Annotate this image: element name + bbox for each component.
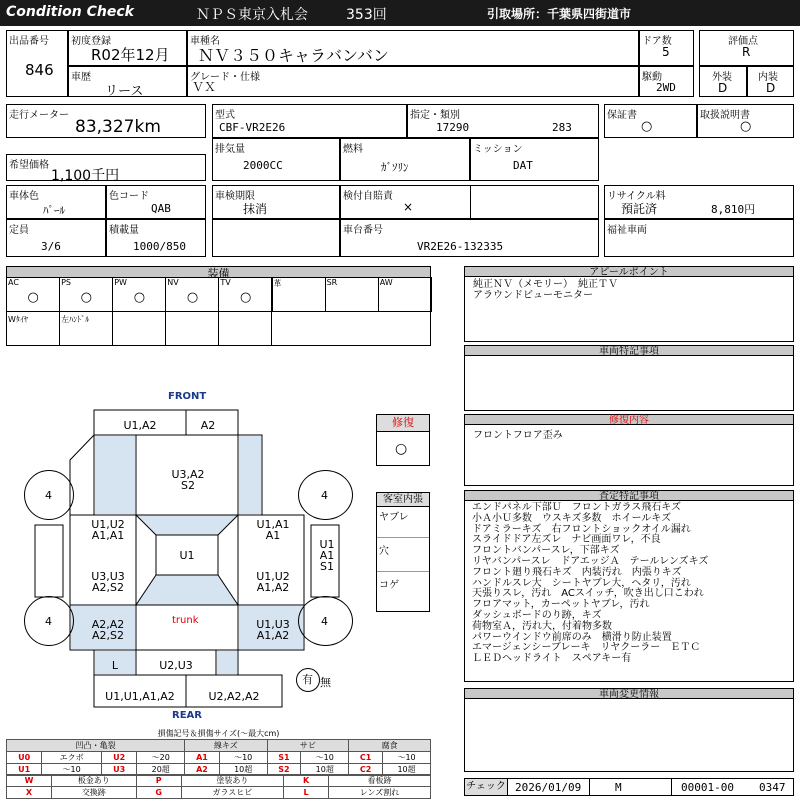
inspect-line: 天張りスレ，汚れ ACスイッチ，吹き出し口こわれ bbox=[472, 588, 704, 600]
exterior-cell: 外装 D bbox=[699, 66, 747, 97]
inspect-line: フロントバンパースレ，下部キズ bbox=[472, 545, 620, 557]
damage-mark: U1,A2 bbox=[123, 418, 157, 432]
cabin-box: 客室内張 ヤブレ 穴 コゲ bbox=[376, 492, 430, 612]
damage-mark: U1,U3 bbox=[256, 618, 290, 631]
inspect-line: 小Ａ小Ｕ多数 ウスキズ多数 ホイールキズ bbox=[472, 512, 672, 524]
legend-cell: 線キズ bbox=[185, 740, 267, 752]
legend-desc: 板金あり bbox=[52, 775, 137, 787]
legend-desc: 看板跡 bbox=[329, 775, 431, 787]
equip-key: TV bbox=[220, 278, 231, 287]
legend-code: W bbox=[7, 775, 52, 787]
damage-mark: U3,A2 bbox=[171, 468, 205, 481]
lot-cell: 出品番号 846 bbox=[6, 30, 68, 97]
legend-cell: 10超 bbox=[383, 764, 431, 776]
damage-mark: A2,S2 bbox=[91, 629, 124, 642]
legend-cell: U3 bbox=[102, 764, 137, 776]
damage-mark: A1 bbox=[265, 529, 281, 542]
name-cell: 車種名 ＮＶ３５０キャラバンバン bbox=[187, 30, 639, 66]
tire-front-left: 4 bbox=[24, 470, 74, 520]
equip-cell bbox=[165, 311, 219, 346]
legend-cell: 〜20 bbox=[137, 752, 185, 764]
damage-mark: A1,A2 bbox=[256, 581, 290, 594]
odometer-cell: 走行メーター 83,327km bbox=[6, 104, 206, 138]
damage-mark: U1,A1 bbox=[256, 518, 290, 531]
equip-key: Wﾀｲﾔ bbox=[8, 315, 28, 324]
legend-code: X bbox=[7, 787, 52, 799]
reg-cell: 初度登録 R02年12月 bbox=[68, 30, 187, 66]
tire-front-right: 4 bbox=[298, 470, 353, 520]
legend-cell: U1 bbox=[7, 764, 42, 776]
capacity-cell: 定員 3/6 bbox=[6, 219, 106, 257]
legend-cell: 〜10 bbox=[301, 752, 349, 764]
change-title: 車両変更情報 bbox=[464, 688, 794, 699]
legend-table-2 bbox=[6, 774, 431, 799]
equip-cell bbox=[378, 277, 432, 312]
repair-detail-title: 修復内容 bbox=[464, 414, 794, 425]
damage-mark: A1 bbox=[319, 548, 335, 562]
legend-desc: レンズ割れ bbox=[329, 787, 431, 799]
change-box bbox=[464, 698, 794, 772]
legend-code: P bbox=[136, 775, 181, 787]
header-bar bbox=[0, 0, 800, 26]
legend-cell: 腐食 bbox=[349, 740, 431, 752]
legend-cell: S2 bbox=[267, 764, 301, 776]
inspect-line: フロアマット，カーペットヤブレ，汚れ bbox=[472, 599, 650, 611]
damage-mark: L bbox=[111, 658, 119, 672]
damage-mark: A1,A2 bbox=[256, 629, 290, 642]
legend-cell: 10超 bbox=[301, 764, 349, 776]
equip-key: 左ﾊﾝﾄﾞﾙ bbox=[61, 315, 90, 324]
legend-code: G bbox=[136, 787, 181, 799]
tire-rear-right: 4 bbox=[298, 596, 353, 646]
damage-mark: U1,U1,A1,A2 bbox=[105, 689, 175, 703]
score-cell: 評価点 R bbox=[699, 30, 794, 66]
doors-cell: ドア数 5 bbox=[639, 30, 694, 66]
equip-cell bbox=[112, 311, 166, 346]
equip-key: PS bbox=[61, 278, 71, 287]
header-session: 353回 bbox=[346, 7, 387, 23]
equip-cell bbox=[325, 277, 379, 312]
odometer-value: 83,327km bbox=[75, 117, 161, 137]
equip-key: AW bbox=[379, 278, 393, 287]
legend-desc: ガラスヒビ bbox=[181, 787, 283, 799]
equip-key: SR bbox=[326, 278, 338, 287]
legend-cell: 〜10 bbox=[219, 752, 267, 764]
inspect-line: パワーウインドウ前席のみ 横滑り防止装置 bbox=[472, 631, 672, 643]
model-cell: 型式 CBF-VR2E26 bbox=[212, 104, 407, 138]
repair-title: 修復 bbox=[377, 415, 429, 432]
legend-cell: 〜10 bbox=[383, 752, 431, 764]
front-label: FRONT bbox=[168, 391, 207, 402]
header-title: Condition Check bbox=[6, 4, 134, 20]
class-cell: 指定・類別 17290 283 bbox=[407, 104, 599, 138]
legend-cell: 10超 bbox=[219, 764, 267, 776]
equip-key: AC bbox=[8, 278, 19, 287]
header-auction: ＮＰＳ東京入札会 bbox=[196, 7, 308, 23]
equip-key: NV bbox=[167, 278, 179, 287]
vehicle-name: ＮＶ３５０キャラバンバン bbox=[198, 46, 389, 65]
repair-box bbox=[376, 414, 430, 466]
first-registration: R02年12月 bbox=[91, 46, 170, 64]
chassis-cell: 車台番号 VR2E26-132335 bbox=[340, 219, 599, 257]
legend-cell: U2 bbox=[102, 752, 137, 764]
drive-cell: 駆動 2WD bbox=[639, 66, 694, 97]
repair-detail-box: フロントフロア歪み bbox=[464, 424, 794, 486]
damage-mark: U2,A2,A2 bbox=[208, 689, 260, 703]
legend-cell: サビ bbox=[267, 740, 349, 752]
equip-cell bbox=[165, 277, 219, 312]
equip-value: ○ bbox=[239, 290, 252, 305]
legend-desc: 交換跡 bbox=[52, 787, 137, 799]
legend-code: L bbox=[284, 787, 329, 799]
equip-value: ○ bbox=[133, 290, 146, 305]
damage-mark: S2 bbox=[181, 479, 195, 492]
legend-cell: U0 bbox=[7, 752, 42, 764]
equipment-title: 装備 bbox=[6, 266, 431, 278]
equip-cell bbox=[218, 311, 272, 346]
mission-cell: ミッション DAT bbox=[470, 138, 599, 181]
lot-number: 846 bbox=[25, 61, 54, 79]
recycle-cell: リサイクル料 預託済 8,810円 bbox=[604, 185, 794, 219]
legend-cell: C2 bbox=[349, 764, 383, 776]
spare-tire-icon: 有 bbox=[296, 668, 320, 692]
legend-cell: A1 bbox=[185, 752, 220, 764]
history-cell: 車歴 リース bbox=[68, 66, 187, 97]
damage-mark: A2,A2 bbox=[91, 618, 125, 631]
legend-cell: 20超 bbox=[137, 764, 185, 776]
damage-mark: U1,U2 bbox=[256, 570, 290, 583]
trunk-label: trunk bbox=[172, 615, 199, 626]
price-value: 1,100千円 bbox=[51, 168, 120, 184]
load-cell: 積載量 1000/850 bbox=[106, 219, 206, 257]
welfare-cell: 福祉車両 bbox=[604, 219, 794, 257]
warranty-cell: 保証書 ○ bbox=[604, 104, 697, 138]
damage-mark: U3,U3 bbox=[91, 570, 125, 583]
tire-rear-left: 4 bbox=[24, 596, 74, 646]
legend-cell: C1 bbox=[349, 752, 383, 764]
appeal-title: アピールポイント bbox=[464, 266, 794, 277]
legend-cell: A2 bbox=[185, 764, 220, 776]
damage-mark: A2,S2 bbox=[91, 581, 124, 594]
appeal-box bbox=[464, 276, 794, 342]
inspect-line: 荷物室Ａ，汚れ大，付着物多数 bbox=[472, 620, 612, 632]
price-cell: 希望価格 1,100千円 bbox=[6, 154, 206, 181]
fuel-cell: 燃料 ｶﾞｿﾘﾝ bbox=[340, 138, 470, 181]
grade-cell: グレード・仕様 ＶＸ bbox=[187, 66, 639, 97]
legend-desc: 塗装あり bbox=[181, 775, 283, 787]
inspect-line: ドアミラーキズ 右フロントショックオイル漏れ bbox=[472, 523, 691, 535]
appeal-line: アラウンドビューモニター bbox=[473, 290, 593, 301]
equip-value: ○ bbox=[27, 290, 39, 305]
legend-cell: エクボ bbox=[42, 752, 102, 764]
special-box bbox=[464, 355, 794, 411]
equip-cell bbox=[6, 311, 60, 346]
chassis-number: VR2E26-132335 bbox=[417, 240, 504, 253]
displacement-cell: 排気量 2000CC bbox=[212, 138, 340, 181]
manual-cell: 取扱説明書 ○ bbox=[697, 104, 794, 138]
damage-mark: U1,U2 bbox=[91, 518, 125, 531]
legend-table bbox=[6, 739, 431, 776]
equip-key: PW bbox=[114, 278, 127, 287]
damage-mark: U1 bbox=[319, 537, 335, 551]
damage-mark: A2 bbox=[200, 418, 216, 432]
inspect-line: フロント廻り飛石キズ 内装汚れ 内張りキズ bbox=[472, 566, 682, 578]
inspect-line: ＬＥＤヘッドライト スペアキー有 bbox=[472, 653, 632, 665]
inspect-line: エマージェンシーブレーキ リヤクーラー ＥＴＣ bbox=[472, 642, 701, 654]
special-title: 車両特記事項 bbox=[464, 345, 794, 356]
inspect-line: エンドパネル下部Ｕ フロントガラス飛石キズ bbox=[472, 502, 681, 513]
inspect-line: スライドドア左ズレ ナビ画面ワレ，不良 bbox=[472, 534, 661, 546]
inspect-line: リヤバンパースレ ドアエッジＡ テールレンズキズ bbox=[472, 556, 709, 567]
damage-mark: A1,A1 bbox=[91, 529, 125, 542]
equip-cell bbox=[59, 277, 113, 312]
equip-cell bbox=[112, 277, 166, 312]
inspect-title: 査定特記事項 bbox=[464, 490, 794, 501]
inspect-line: ダッシュボードのり跡，キズ bbox=[472, 610, 602, 621]
liability-cell: 検付自賠責 × bbox=[340, 185, 599, 219]
equip-cell bbox=[218, 277, 272, 312]
interior-cell: 内装 D bbox=[747, 66, 794, 97]
check-date: 2026/01/09 bbox=[515, 781, 582, 794]
color-cell: 車体色 ﾊﾟｰﾙ bbox=[6, 185, 106, 219]
blank-cell bbox=[212, 219, 340, 257]
equip-value: ○ bbox=[80, 290, 92, 305]
rear-label: REAR bbox=[172, 710, 202, 721]
appeal-line: 純正ＮＶ（メモリー） 純正ＴＶ bbox=[473, 279, 618, 290]
legend-cell: 凹凸・亀裂 bbox=[7, 740, 185, 752]
repair-mark: ○ bbox=[395, 441, 408, 457]
legend-code: K bbox=[284, 775, 329, 787]
equip-cell bbox=[59, 311, 113, 346]
equip-key: 革 bbox=[273, 279, 282, 288]
equip-cell bbox=[6, 277, 60, 312]
equip-value: ○ bbox=[186, 290, 199, 305]
inspect-line: ハンドルスレ大 シートヤブレ大，ヘタリ，汚れ bbox=[472, 577, 691, 589]
legend-cell: 〜10 bbox=[42, 764, 102, 776]
equip-cell bbox=[272, 277, 326, 312]
header-pickup: 引取場所：千葉県四街道市 bbox=[487, 7, 632, 21]
damage-mark: S1 bbox=[320, 559, 334, 573]
inspection-cell: 車検期限 抹消 bbox=[212, 185, 340, 219]
check-row: チェック 2026/01/09 M 00001-00 0347 bbox=[464, 778, 794, 796]
damage-mark: U2,U3 bbox=[159, 658, 193, 672]
damage-mark: U1 bbox=[179, 548, 195, 562]
score-value: R bbox=[742, 45, 751, 59]
color-code-cell: 色コード QAB bbox=[106, 185, 206, 219]
legend-cell: S1 bbox=[267, 752, 301, 764]
legend-title: 損傷記号＆損傷サイズ(〜最大cm) bbox=[157, 729, 280, 738]
